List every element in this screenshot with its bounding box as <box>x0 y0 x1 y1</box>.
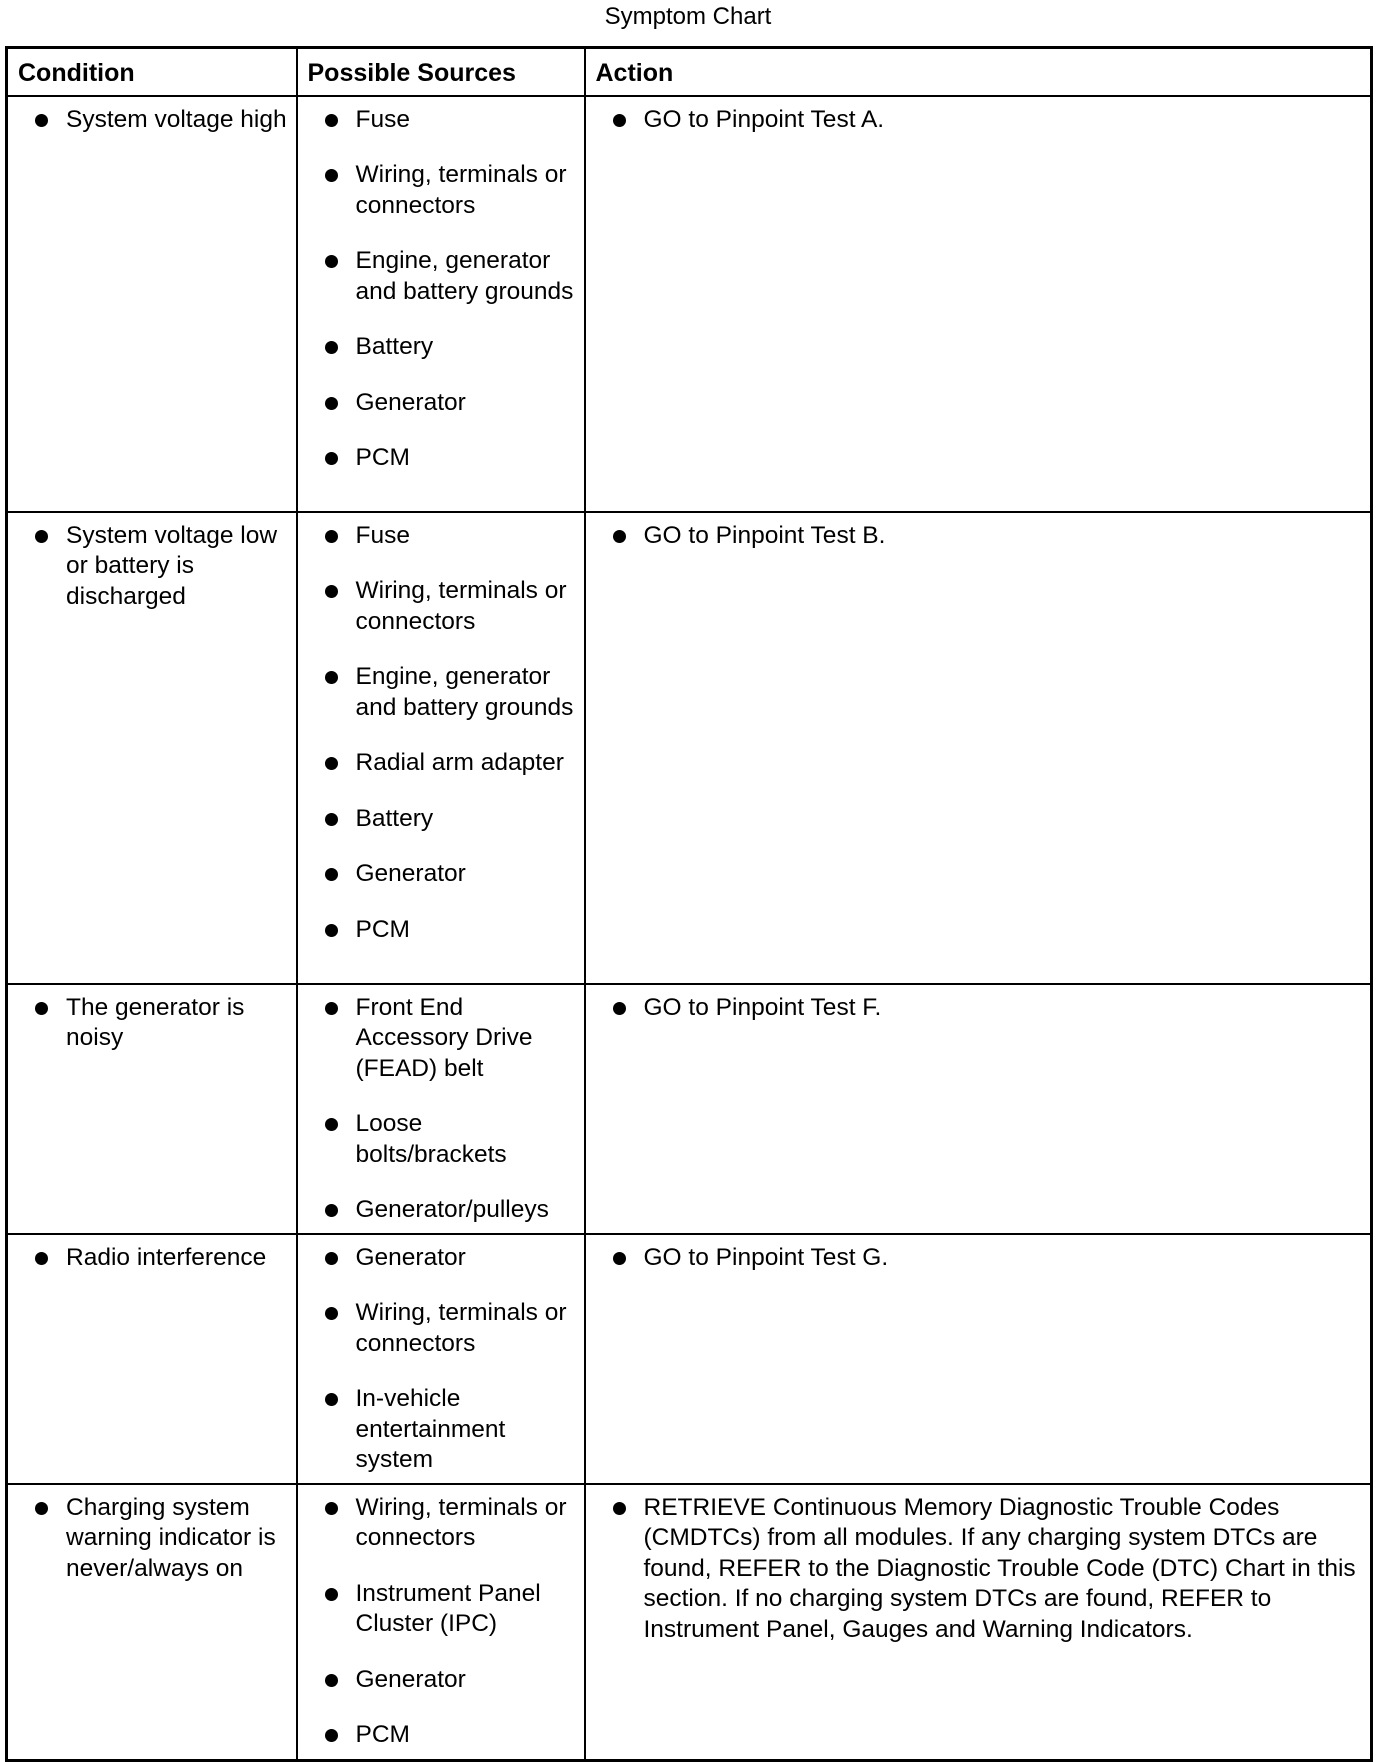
sources-cell <box>297 984 585 1234</box>
condition-text: The generator is noisy <box>66 993 245 1051</box>
bullet-icon <box>35 1002 48 1015</box>
condition-text: Charging system warning indicator is never/always on <box>66 1493 276 1582</box>
action-cell <box>585 96 1372 512</box>
table-row <box>7 1234 1372 1484</box>
action-cell <box>585 512 1372 984</box>
bullet-icon <box>325 1252 338 1265</box>
list-item <box>298 1298 580 1359</box>
table-row <box>7 96 1372 512</box>
list-item <box>298 1493 580 1554</box>
source-text: PCM <box>355 1721 410 1748</box>
source-text: Wiring, terminals or connectors <box>355 161 567 219</box>
bullet-icon <box>613 1252 626 1265</box>
list-item <box>8 105 290 136</box>
list-item <box>298 1720 580 1751</box>
source-text: Fuse <box>355 521 410 549</box>
sources-cell <box>297 96 585 512</box>
bullet-icon <box>35 1502 48 1515</box>
table-row <box>7 984 1372 1234</box>
action-text: GO to Pinpoint Test G. <box>643 1243 889 1271</box>
bullet-icon <box>325 1502 338 1515</box>
bullet-icon <box>613 1502 626 1515</box>
page-title: Symptom Chart <box>604 3 772 30</box>
sources-cell <box>297 1234 585 1484</box>
table-header-row <box>7 48 1372 96</box>
bullet-icon <box>325 1118 338 1131</box>
bullet-icon <box>613 114 626 127</box>
list-item <box>8 993 290 1054</box>
list-item <box>298 1243 580 1274</box>
list-item <box>298 1579 580 1640</box>
source-text: Front End Accessory Drive (FEAD) belt <box>355 993 533 1082</box>
condition-cell <box>7 512 297 984</box>
source-text: Battery <box>355 804 434 832</box>
source-text: Generator <box>355 1665 466 1693</box>
table-row <box>7 512 1372 984</box>
bullet-icon <box>325 1204 338 1217</box>
action-text: GO to Pinpoint Test F. <box>643 993 882 1021</box>
list-item <box>298 105 580 136</box>
condition-text: System voltage low or battery is discharged <box>66 521 278 610</box>
list-item <box>298 388 580 419</box>
action-cell <box>585 984 1372 1234</box>
list-item <box>298 521 580 552</box>
source-text: PCM <box>355 915 410 943</box>
source-text: Generator <box>355 1243 466 1271</box>
bullet-icon <box>325 452 338 465</box>
source-text: Fuse <box>355 105 410 133</box>
condition-cell <box>7 1484 297 1761</box>
list-item <box>8 521 290 613</box>
bullet-icon <box>325 924 338 937</box>
source-text: Generator <box>355 860 466 887</box>
source-text: In-vehicle entertainment system <box>355 1385 506 1473</box>
source-text: Loose bolts/brackets <box>355 1110 507 1168</box>
bullet-icon <box>325 1307 338 1320</box>
source-text: Radial arm adapter <box>355 749 564 776</box>
bullet-icon <box>325 813 338 826</box>
bullet-icon <box>325 397 338 410</box>
action-cell <box>585 1234 1372 1484</box>
list-item <box>298 662 580 723</box>
sources-cell <box>297 512 585 984</box>
bullet-icon <box>325 114 338 127</box>
list-item <box>298 443 580 474</box>
bullet-icon <box>35 114 48 127</box>
source-text: Wiring, terminals or connectors <box>355 1299 567 1357</box>
action-text: GO to Pinpoint Test B. <box>643 521 886 549</box>
bullet-icon <box>325 1393 338 1406</box>
list-item <box>586 1493 1361 1646</box>
source-text: Engine, generator and battery grounds <box>355 663 574 721</box>
bullet-icon <box>325 585 338 598</box>
header-possible-sources: Possible Sources <box>297 48 585 96</box>
bullet-icon <box>613 1002 626 1015</box>
list-item <box>586 993 1361 1024</box>
bullet-icon <box>325 868 338 881</box>
condition-text: Radio interference <box>66 1243 267 1271</box>
list-item <box>586 105 1361 136</box>
list-item <box>298 804 580 835</box>
bullet-icon <box>35 1252 48 1265</box>
condition-cell <box>7 1234 297 1484</box>
bullet-icon <box>325 1674 338 1687</box>
action-text: RETRIEVE Continuous Memory Diagnostic Trouble Codes (CMDTCs) from all modules. If any charging system DTCs are found, REFER to the Diagnostic Trouble Code (DTC) Chart in this section. If no charging system DTCs are found, REFER to Instrument Panel, Gauges and Warning Indicators. <box>643 1493 1356 1643</box>
condition-cell <box>7 984 297 1234</box>
bullet-icon <box>613 530 626 543</box>
list-item <box>298 859 580 890</box>
list-item <box>586 521 1361 552</box>
list-item <box>298 246 580 307</box>
condition-cell <box>7 96 297 512</box>
bullet-icon <box>325 1002 338 1015</box>
list-item <box>586 1243 1361 1274</box>
table-row <box>7 1484 1372 1761</box>
action-text: GO to Pinpoint Test A. <box>643 105 885 133</box>
header-condition: Condition <box>7 48 297 96</box>
list-item <box>8 1493 290 1585</box>
list-item <box>298 915 580 946</box>
bullet-icon <box>325 169 338 182</box>
list-item <box>8 1243 290 1274</box>
source-text: Generator/pulleys <box>355 1196 549 1223</box>
bullet-icon <box>325 1588 338 1601</box>
sources-cell <box>297 1484 585 1761</box>
source-text: Battery <box>355 333 434 360</box>
bullet-icon <box>325 341 338 354</box>
source-text: Instrument Panel Cluster (IPC) <box>355 1579 541 1637</box>
action-cell <box>585 1484 1372 1761</box>
list-item <box>298 332 580 363</box>
bullet-icon <box>325 530 338 543</box>
source-text: Generator <box>355 388 466 416</box>
source-text: Engine, generator and battery grounds <box>355 247 574 305</box>
list-item <box>298 993 580 1085</box>
bullet-icon <box>35 530 48 543</box>
source-text: PCM <box>355 444 410 471</box>
header-action: Action <box>585 48 1372 96</box>
list-item <box>298 1665 580 1696</box>
list-item <box>298 576 580 637</box>
source-text: Wiring, terminals or connectors <box>355 1493 567 1551</box>
list-item <box>298 748 580 779</box>
list-item <box>298 1384 580 1476</box>
list-item <box>298 160 580 221</box>
source-text: Wiring, terminals or connectors <box>355 577 567 635</box>
bullet-icon <box>325 757 338 770</box>
list-item <box>298 1195 580 1226</box>
bullet-icon <box>325 255 338 268</box>
list-item <box>298 1109 580 1170</box>
bullet-icon <box>325 671 338 684</box>
bullet-icon <box>325 1729 338 1742</box>
condition-text: System voltage high <box>66 105 287 133</box>
symptom-chart-table <box>5 46 1373 1762</box>
